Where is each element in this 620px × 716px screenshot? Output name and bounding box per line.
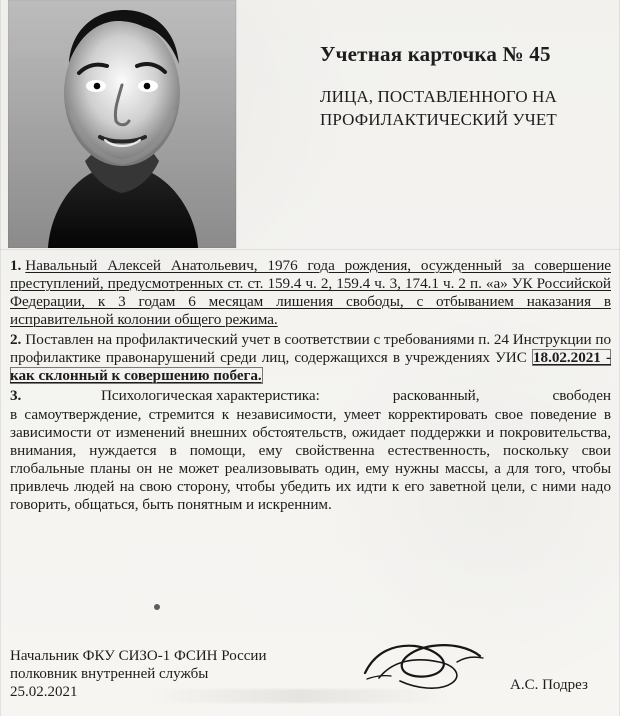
left-scan-edge bbox=[0, 0, 1, 716]
handwritten-signature bbox=[357, 618, 487, 698]
paragraph-1 bbox=[10, 257, 611, 329]
paragraph-3-word-1: раскованный, bbox=[392, 387, 480, 404]
paragraph-2-number: 2. bbox=[10, 331, 22, 348]
document-date: 25.02.2021 bbox=[10, 684, 78, 700]
paragraph-2 bbox=[10, 331, 611, 385]
bottom-scan-shadow bbox=[145, 689, 455, 703]
card-title: Учетная карточка № 45 bbox=[320, 42, 551, 66]
paragraph-3-word-2: свободен bbox=[552, 387, 611, 404]
paragraph-3-text: в самоутверждение, стремится к независимости, умеет корректировать свое поведение в зависимости от изменений внешних обстоятельств, ожидает поддержки и покровительства, внимания, нуждается в помощи, ему свойственна естественность, поскольку свои глобальные планы он не может реализовывать один, ему нужны массы, а для того, чтобы привлечь людей на свою сторону, чтобы убедить их идти к его заветной цели, с ними надо говорить, общаться, быть понятным и искренним. bbox=[10, 406, 611, 513]
paragraph-3 bbox=[10, 387, 611, 514]
paragraph-2-prefix: Поставлен на профилактический учет в соответствии с требованиями п. 24 Инструкции по профилактике правонарушений среди лиц, содержащихся в учреждениях УИС bbox=[10, 331, 611, 366]
position-line-2: полковник внутренней службы bbox=[10, 666, 209, 682]
paragraph-3-first-line bbox=[10, 387, 611, 405]
paragraph-1-text: Навальный Алексей Анатольевич, 1976 года рождения, осужденный за совершение преступлений, предусмотренных ст. ст. 159.4 ч. 2, 159.4 ч. 3, 174.1 ч. 2 п. «а» УК Российской Федерации, к 3 годам 6 месяцам лишения свободы, с отбыванием наказания в исправительной колонии общего режима. bbox=[10, 257, 611, 328]
ink-mark bbox=[154, 604, 160, 610]
card-subtitle: ЛИЦА, ПОСТАВЛЕННОГО НА ПРОФИЛАКТИЧЕСКИЙ УЧЕТ bbox=[320, 87, 557, 129]
portrait-photo bbox=[8, 0, 237, 248]
paragraph-3-number: 3. bbox=[10, 387, 22, 404]
position-line-1: Начальник ФКУ СИЗО-1 ФСИН России bbox=[10, 648, 267, 664]
paragraph-3-label: Психологическая характеристика: bbox=[100, 387, 320, 404]
document-content bbox=[10, 257, 611, 514]
portrait-illustration bbox=[8, 0, 236, 248]
paragraph-2-highlight: 18.02.2021 - как склонный к совершению побега. bbox=[10, 349, 612, 384]
signatory-name: А.С. Подрез bbox=[510, 677, 588, 693]
paragraph-1-number: 1. bbox=[10, 257, 22, 274]
scan-line-divider bbox=[0, 249, 620, 250]
